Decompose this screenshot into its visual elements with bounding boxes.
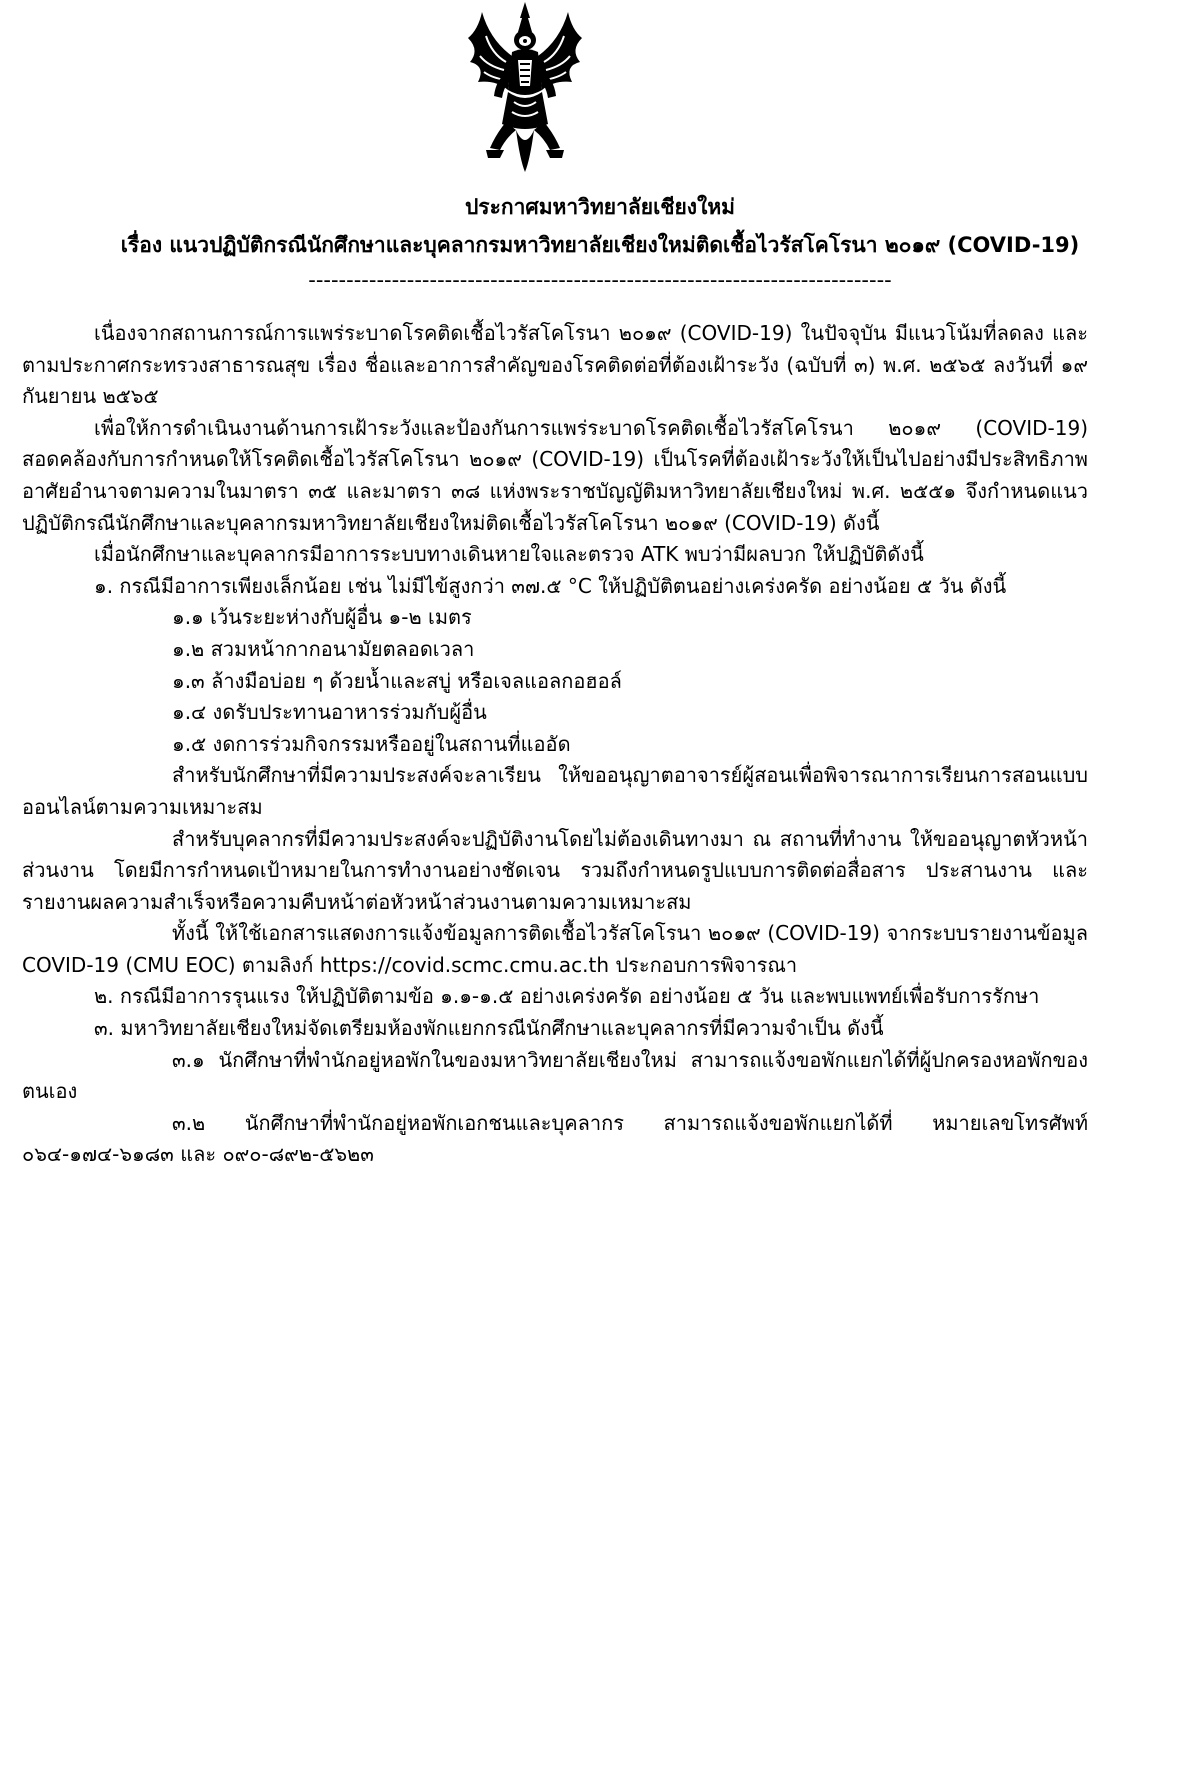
item-1: ๑. กรณีมีอาการเพียงเล็กน้อย เช่น ไม่มีไข้สูงกว่า ๓๗.๕ °C ให้ปฏิบัติตนอย่างเคร่งครัด อย่างน้อย ๕ วัน ดังนี้	[94, 573, 1007, 598]
item-3: ๓. มหาวิทยาลัยเชียงใหม่จัดเตรียมห้องพักแยกกรณีนักศึกษาและบุคลากรที่มีความจำเป็น ดังนี้	[94, 1016, 884, 1041]
students-note: สำหรับนักศึกษาที่มีความประสงค์จะลาเรียน ให้ขออนุญาตอาจารย์ผู้สอนเพื่อพิจารณาการเรียนการสอนแบบออนไลน์ตามความเหมาะสม	[22, 763, 1088, 819]
intro-paragraph: เนื่องจากสถานการณ์การแพร่ระบาดโรคติดเชื้อไวรัสโคโรนา ๒๐๑๙ (COVID-19) ในปัจจุบัน มีแนวโน้มที่ลดลง และตามประกาศกระทรวงสาธารณสุข เรื่อง ชื่อและอาการสำคัญของโรคติดต่อที่ต้องเฝ้าระวัง (ฉบับที่ ๓) พ.ศ. ๒๕๖๕ ลงวันที่ ๑๙ กันยายน ๒๕๖๕	[22, 321, 1088, 409]
document-note: ทั้งนี้ ให้ใช้เอกสารแสดงการแจ้งข้อมูลการติดเชื้อไวรัสโคโรนา ๒๐๑๙ (COVID-19) จากระบบรายงานข้อมูล COVID-19 (CMU EOC) ตามลิงก์ https://covid.scmc.cmu.ac.th ประกอบการพิจารณา	[22, 921, 1088, 977]
item-1-4: ๑.๔ งดรับประทานอาหารร่วมกับผู้อื่น	[172, 700, 487, 725]
garuda-emblem-icon	[460, 0, 590, 180]
item-2: ๒. กรณีมีอาการรุนแรง ให้ปฏิบัติตามข้อ ๑.๑-๑.๕ อย่างเคร่งครัด อย่างน้อย ๕ วัน และพบแพทย์เพื่อรับการรักษา	[94, 984, 1040, 1009]
item-1-2: ๑.๒ สวมหน้ากากอนามัยตลอดเวลา	[172, 636, 475, 661]
purpose-paragraph: เพื่อให้การดำเนินงานด้านการเฝ้าระวังและป้องกันการแพร่ระบาดโรคติดเชื้อไวรัสโคโรนา ๒๐๑๙ (COVID-19) สอดคล้องกับการกำหนดให้โรคติดเชื้อไวรัสโคโรนา ๒๐๑๙ (COVID-19) เป็นโรคที่ต้องเฝ้าระวังให้เป็นไปอย่างมีประสิทธิภาพ อาศัยอำนาจตามความในมาตรา ๓๕ และมาตรา ๓๘ แห่งพระราชบัญญัติมหาวิทยาลัยเชียงใหม่ พ.ศ. ๒๕๕๑ จึงกำหนดแนวปฏิบัติกรณีนักศึกษาและบุคลากรมหาวิทยาลัยเชียงใหม่ติดเชื้อไวรัสโคโรนา ๒๐๑๙ (COVID-19) ดังนี้	[22, 415, 1088, 535]
item-1-3: ๑.๓ ล้างมือบ่อย ๆ ด้วยน้ำและสบู่ หรือเจลแอลกอฮอล์	[172, 668, 622, 693]
announcement-body	[22, 318, 1088, 1171]
item-1-1: ๑.๑ เว้นระยะห่างกับผู้อื่น ๑-๒ เมตร	[172, 605, 472, 630]
item-1-5: ๑.๕ งดการร่วมกิจกรรมหรืออยู่ในสถานที่แออัด	[172, 731, 571, 756]
title-separator: -----------------------------------------------------------------------------	[308, 268, 892, 292]
announcement-title: ประกาศมหาวิทยาลัยเชียงใหม่	[464, 195, 736, 219]
item-3-2: ๓.๒ นักศึกษาที่พำนักอยู่หอพักเอกชนและบุคลากร สามารถแจ้งขอพักแยกได้ที่ หมายเลขโทรศัพท์ ๐๖๔-๑๗๔-๖๑๘๓ และ ๐๙๐-๘๙๒-๕๖๒๓	[22, 1110, 1088, 1167]
item-3-1: ๓.๑ นักศึกษาที่พำนักอยู่หอพักในของมหาวิทยาลัยเชียงใหม่ สามารถแจ้งขอพักแยกได้ที่ผู้ปกครองหอพักของตนเอง	[22, 1047, 1088, 1104]
condition-paragraph: เมื่อนักศึกษาและบุคลากรมีอาการระบบทางเดินหายใจและตรวจ ATK พบว่ามีผลบวก ให้ปฏิบัติดังนี้	[94, 542, 924, 567]
announcement-subject: เรื่อง แนวปฏิบัติกรณีนักศึกษาและบุคลากรมหาวิทยาลัยเชียงใหม่ติดเชื้อไวรัสโคโรนา ๒๐๑๙ (COVID-19)	[120, 233, 1080, 257]
staff-note: สำหรับบุคลากรที่มีความประสงค์จะปฏิบัติงานโดยไม่ต้องเดินทางมา ณ สถานที่ทำงาน ให้ขออนุญาตหัวหน้าส่วนงาน โดยมีการกำหนดเป้าหมายในการทำงานอย่างชัดเจน รวมถึงกำหนดรูปแบบการติดต่อสื่อสาร ประสานงาน และรายงานผลความสำเร็จหรือความคืบหน้าต่อหัวหน้าส่วนงานตามความเหมาะสม	[22, 826, 1088, 914]
